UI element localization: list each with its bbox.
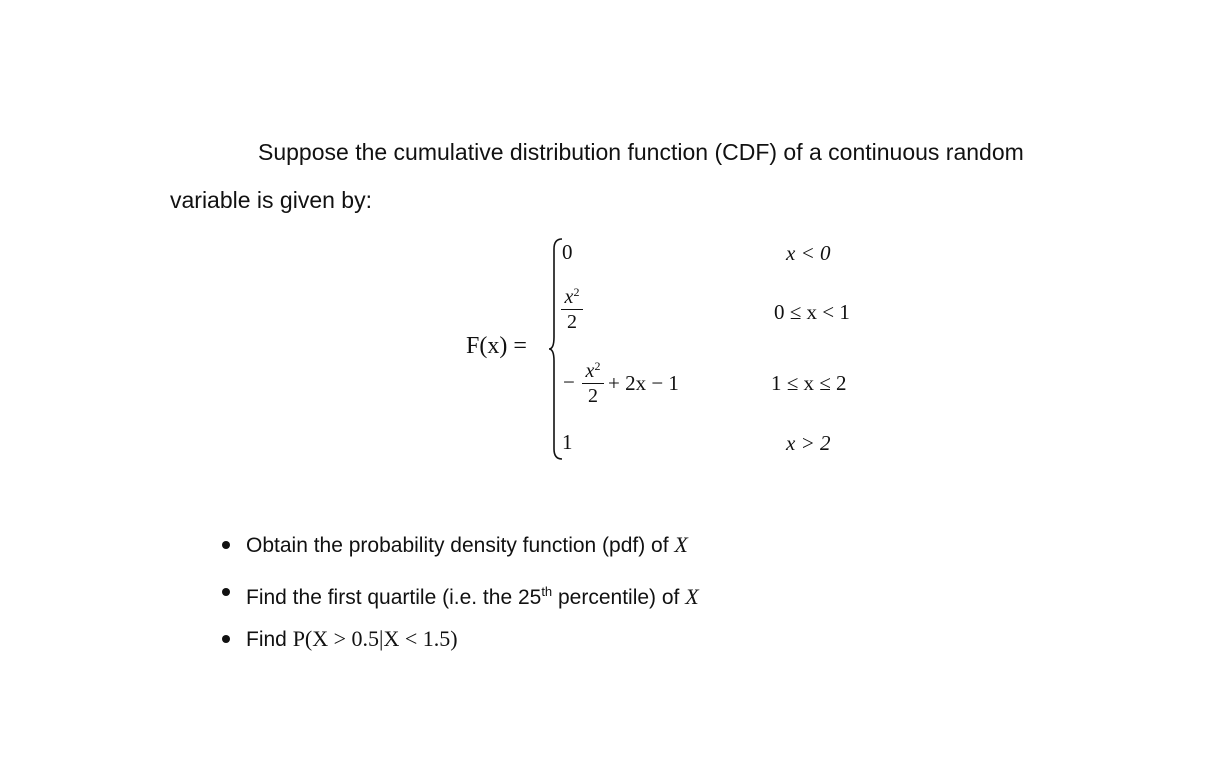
case-3-numerator: x — [585, 360, 595, 382]
case-2-numerator: x — [564, 286, 574, 308]
task-2-text-b: percentile) of — [552, 586, 686, 609]
case-3-exponent: 2 — [594, 359, 601, 373]
task-3-text: Find — [246, 628, 293, 651]
case-3-cond: 1 ≤ x ≤ 2 — [771, 371, 847, 395]
case-1-cond: x < 0 — [786, 241, 831, 265]
task-2-text-a: Find the first quartile (i.e. the 25 — [246, 586, 542, 609]
intro-line-2: variable is given by: — [170, 187, 372, 213]
case-2-cond: 0 ≤ x < 1 — [774, 300, 850, 324]
intro-line-1: Suppose the cumulative distribution function (CDF) of a continuous random — [258, 139, 1024, 165]
case-2-denominator: 2 — [567, 311, 577, 333]
task-1-variable: X — [674, 532, 688, 557]
case-1-expr: 0 — [562, 240, 573, 264]
task-1-text: Obtain the probability density function (pdf) of — [246, 534, 675, 557]
case-3-denominator: 2 — [588, 385, 598, 407]
case-4-expr: 1 — [562, 430, 573, 454]
task-list — [222, 527, 699, 668]
task-item-conditional — [222, 621, 699, 668]
task-3-math: P(X > 0.5|X < 1.5) — [292, 626, 458, 651]
task-2-ordinal: th — [541, 584, 553, 599]
left-brace — [548, 237, 564, 461]
task-item-quartile — [222, 574, 699, 621]
task-item-pdf — [222, 527, 699, 574]
case-2-fraction — [561, 281, 583, 333]
case-4-cond: x > 2 — [786, 431, 831, 455]
bullet-dot-icon — [222, 635, 230, 643]
case-3-sign: − — [563, 370, 575, 394]
bullet-dot-icon — [222, 588, 230, 596]
bullet-dot-icon — [222, 541, 230, 549]
case-2-exponent: 2 — [573, 285, 580, 299]
task-2-variable: X — [685, 584, 699, 609]
cdf-lhs: F(x) = — [466, 333, 527, 359]
case-3-fraction — [582, 355, 604, 407]
case-3-rest: + 2x − 1 — [608, 371, 679, 395]
